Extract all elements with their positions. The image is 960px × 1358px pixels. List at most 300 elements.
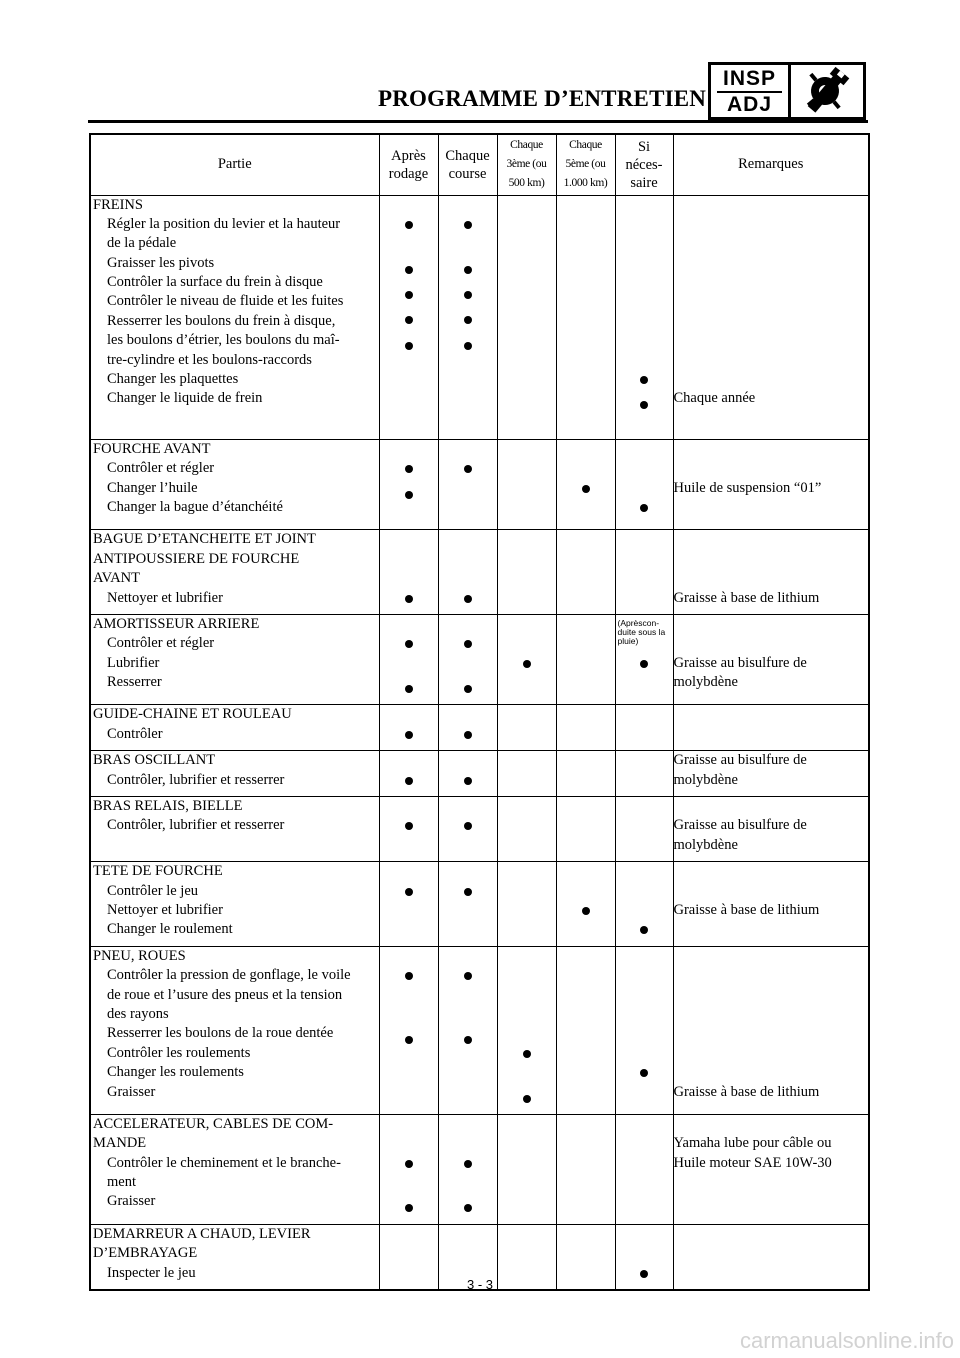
- interval-line: [380, 992, 438, 1011]
- interval-line: [380, 1075, 438, 1094]
- interval-line: [439, 640, 497, 659]
- interval-line: [616, 530, 673, 549]
- check-dot-icon: [464, 465, 472, 473]
- interval-line: [557, 389, 615, 408]
- remark-line: [674, 254, 869, 273]
- interval-line: [498, 440, 556, 459]
- remark-line: [674, 530, 869, 549]
- section-row: [90, 1114, 869, 1224]
- interval-cell: [556, 195, 615, 439]
- interval-line: [616, 1134, 673, 1153]
- interval-line: [380, 862, 438, 881]
- interval-line: [380, 1115, 438, 1134]
- section-row: [90, 751, 869, 797]
- interval-line: [557, 530, 615, 549]
- interval-cell: [379, 530, 438, 615]
- remark-line: [674, 986, 869, 1005]
- interval-line: [380, 1134, 438, 1153]
- interval-line: [616, 292, 673, 311]
- interval-line: [380, 440, 438, 459]
- interval-line: [616, 589, 673, 608]
- interval-line: [380, 842, 438, 861]
- interval-line: [439, 1160, 497, 1179]
- interval-cell: [438, 946, 497, 1114]
- interval-line: [380, 1204, 438, 1223]
- task-label: Changer la bague d’étanchéité: [107, 498, 283, 515]
- interval-cell: [556, 862, 615, 947]
- interval-line: [498, 196, 556, 215]
- remark-line: [674, 862, 869, 881]
- task-label: ment: [107, 1174, 136, 1191]
- interval-line: [557, 654, 615, 673]
- interval-line: [557, 1244, 615, 1263]
- check-dot-icon: [405, 342, 413, 350]
- interval-line: [380, 1011, 438, 1030]
- interval-line: [616, 504, 673, 523]
- interval-line: [557, 797, 615, 816]
- interval-line: [498, 459, 556, 478]
- interval-line: [557, 589, 615, 608]
- header-chaque-3eme: [497, 134, 556, 195]
- task-label: Contrôler: [107, 725, 163, 742]
- remark-line: [674, 215, 869, 234]
- remarks-cell: [673, 195, 869, 439]
- remark-line: [674, 459, 869, 478]
- check-dot-icon: [405, 888, 413, 896]
- check-dot-icon: [523, 1095, 531, 1103]
- remark-line: [674, 312, 869, 331]
- check-dot-icon: [464, 1036, 472, 1044]
- remark-line: [674, 234, 869, 253]
- task-label: Changer le liquide de frein: [107, 390, 263, 407]
- interval-cell: [615, 614, 673, 705]
- interval-line: [439, 615, 497, 634]
- wrench-gear-icon: [791, 65, 863, 117]
- interval-cell: [615, 195, 673, 439]
- header-apres-rodage: [379, 134, 438, 195]
- interval-cell: [556, 614, 615, 705]
- header-c5-l3: 1.000 km): [563, 177, 608, 190]
- task-label: Contrôler le jeu: [107, 882, 199, 899]
- task-label: de roue et l’usure des pneus et la tension: [107, 986, 343, 1003]
- remark-line: [674, 351, 869, 370]
- check-dot-icon: [640, 504, 648, 512]
- task-label: Contrôler et régler: [107, 635, 215, 652]
- interval-cell: [497, 797, 556, 862]
- check-dot-icon: [464, 221, 472, 229]
- check-dot-icon: [640, 660, 648, 668]
- interval-line: [616, 634, 673, 653]
- interval-line: [439, 731, 497, 750]
- interval-line: [557, 751, 615, 770]
- interval-line: [380, 888, 438, 907]
- task-label: Changer l’huile: [107, 479, 198, 496]
- interval-line: [498, 836, 556, 855]
- check-dot-icon: [405, 1036, 413, 1044]
- check-dot-icon: [464, 316, 472, 324]
- interval-line: [498, 389, 556, 408]
- remark-line: [674, 1044, 869, 1063]
- interval-line: [498, 615, 556, 634]
- check-dot-icon: [582, 485, 590, 493]
- task-label: Nettoyer et lubrifier: [107, 902, 223, 918]
- check-dot-icon: [464, 1160, 472, 1168]
- interval-line: [380, 777, 438, 796]
- interval-line: [616, 771, 673, 790]
- remarks-cell: [673, 946, 869, 1114]
- interval-line: [557, 862, 615, 881]
- interval-cell: [379, 797, 438, 862]
- interval-line: [439, 705, 497, 724]
- remark-text: molybdène: [673, 674, 738, 691]
- header-partie: Partie: [90, 134, 379, 195]
- interval-cell: [379, 614, 438, 705]
- section-heading: TETE DE FOURCHE: [93, 863, 223, 880]
- interval-line: [439, 440, 497, 459]
- interval-line: [439, 862, 497, 881]
- interval-note: (Aprèscon-duite sous la pluie): [617, 617, 666, 646]
- title-underline: [88, 120, 868, 123]
- interval-line: [439, 1011, 497, 1030]
- interval-line: [498, 1069, 556, 1088]
- check-dot-icon: [464, 640, 472, 648]
- task-label: Contrôler, lubrifier et resserrer: [107, 817, 285, 834]
- remark-line: [674, 797, 869, 816]
- interval-cell: [379, 751, 438, 797]
- section-heading: BRAS OSCILLANT: [93, 752, 216, 769]
- remark-line: [674, 615, 869, 634]
- interval-line: [380, 685, 438, 704]
- page-number: 3 - 3: [466, 1277, 493, 1292]
- interval-line: [498, 312, 556, 331]
- interval-line: [498, 1050, 556, 1069]
- interval-line: [439, 504, 497, 523]
- check-dot-icon: [405, 731, 413, 739]
- remark-line: [674, 1192, 869, 1211]
- interval-cell: [556, 705, 615, 751]
- interval-line: [616, 196, 673, 215]
- interval-line: [498, 1005, 556, 1024]
- interval-line: [557, 485, 615, 504]
- interval-cell: [379, 946, 438, 1114]
- remark-text: molybdène: [673, 836, 738, 853]
- check-dot-icon: [640, 926, 648, 934]
- interval-line: [616, 479, 673, 498]
- interval-line: [616, 215, 673, 234]
- interval-line: [498, 1115, 556, 1134]
- section-heading: ANTIPOUSSIERE DE FOURCHE: [93, 550, 300, 567]
- interval-line: [616, 660, 673, 679]
- remark-text: molybdène: [673, 771, 738, 788]
- interval-line: [498, 589, 556, 608]
- remark-text: Graisse à base de lithium: [673, 902, 820, 918]
- remark-line: [674, 966, 869, 985]
- section-heading: DEMARREUR A CHAUD, LEVIER: [93, 1225, 311, 1242]
- interval-line: [498, 331, 556, 350]
- interval-line: [498, 920, 556, 939]
- interval-line: [557, 504, 615, 523]
- interval-line: [498, 569, 556, 588]
- interval-line: [439, 196, 497, 215]
- header-chaque-5eme: [556, 134, 615, 195]
- interval-line: [380, 266, 438, 285]
- interval-cell: [556, 946, 615, 1114]
- interval-line: [380, 705, 438, 724]
- interval-line: [498, 660, 556, 679]
- task-label: Régler la position du levier et la hauteur: [107, 215, 341, 232]
- interval-line: [557, 771, 615, 790]
- interval-line: [498, 1134, 556, 1153]
- interval-line: [498, 1225, 556, 1244]
- header-remarques: Remarques: [673, 134, 869, 195]
- section-row: [90, 946, 869, 1114]
- interval-line: [557, 1063, 615, 1082]
- interval-cell: [615, 862, 673, 947]
- remark-text: Graisse à base de lithium: [673, 589, 820, 606]
- interval-line: [439, 822, 497, 841]
- task-label: Contrôler la surface du frein à disque: [107, 274, 323, 291]
- check-dot-icon: [582, 907, 590, 915]
- check-dot-icon: [405, 685, 413, 693]
- interval-line: [498, 215, 556, 234]
- interval-line: [380, 1095, 438, 1114]
- interval-line: [557, 615, 615, 634]
- interval-line: [439, 316, 497, 335]
- interval-cell: [438, 705, 497, 751]
- interval-line: [557, 254, 615, 273]
- interval-line: [498, 550, 556, 569]
- interval-line: [439, 1204, 497, 1223]
- check-dot-icon: [405, 291, 413, 299]
- check-dot-icon: [405, 595, 413, 603]
- interval-cell: [379, 1114, 438, 1224]
- check-dot-icon: [464, 685, 472, 693]
- section-heading: AMORTISSEUR ARRIERE: [93, 615, 260, 632]
- interval-line: [557, 1173, 615, 1192]
- interval-line: [498, 751, 556, 770]
- interval-line: [498, 479, 556, 498]
- interval-line: [616, 1192, 673, 1211]
- interval-line: [616, 1069, 673, 1088]
- interval-line: [439, 1056, 497, 1075]
- interval-cell: [556, 1114, 615, 1224]
- interval-cell: [379, 439, 438, 530]
- header-apres-l2: rodage: [388, 165, 429, 182]
- interval-line: [439, 1115, 497, 1134]
- task-label: des rayons: [107, 1005, 169, 1022]
- section-row: [90, 705, 869, 751]
- task-label: Resserrer les boulons du frein à disque,: [107, 312, 336, 329]
- interval-line: [557, 725, 615, 744]
- task-label: Contrôler la pression de gonflage, le voile: [107, 967, 351, 984]
- check-dot-icon: [405, 972, 413, 980]
- badge-text-box: [711, 65, 791, 117]
- interval-line: [616, 569, 673, 588]
- interval-line: [498, 679, 556, 698]
- interval-line: [557, 273, 615, 292]
- interval-line: [380, 316, 438, 335]
- interval-line: [616, 1089, 673, 1108]
- interval-line: [498, 634, 556, 653]
- interval-line: [557, 331, 615, 350]
- interval-cell: [556, 439, 615, 530]
- interval-line: [557, 634, 615, 653]
- task-label: Contrôler le cheminement et le branche-: [107, 1154, 341, 1171]
- interval-cell: [497, 751, 556, 797]
- remark-line: [674, 1225, 869, 1244]
- task-label: Contrôler le niveau de fluide et les fuites: [107, 293, 344, 310]
- interval-line: [616, 254, 673, 273]
- interval-line: [380, 1244, 438, 1263]
- header-apres-l1: Après: [391, 147, 426, 164]
- interval-line: [498, 370, 556, 389]
- check-dot-icon: [405, 465, 413, 473]
- remark-text: Yamaha lube pour câble ou: [673, 1135, 832, 1152]
- interval-line: [380, 569, 438, 588]
- interval-line: [439, 361, 497, 380]
- interval-line: [616, 705, 673, 724]
- interval-line: [439, 1075, 497, 1094]
- check-dot-icon: [640, 1069, 648, 1077]
- interval-line: [616, 862, 673, 881]
- interval-line: [498, 1154, 556, 1173]
- remark-text: Graisse au bisulfure de: [673, 752, 807, 769]
- remark-line: [674, 292, 869, 311]
- task-label: Lubrifier: [107, 654, 160, 671]
- task-label: Resserrer les boulons de la roue dentée: [107, 1025, 334, 1042]
- interval-line: [439, 660, 497, 679]
- check-dot-icon: [464, 1204, 472, 1212]
- check-dot-icon: [464, 822, 472, 830]
- task-label: [91, 836, 379, 855]
- interval-line: [616, 882, 673, 901]
- interval-cell: [615, 439, 673, 530]
- interval-line: [557, 907, 615, 926]
- check-dot-icon: [405, 640, 413, 648]
- interval-line: [616, 1173, 673, 1192]
- interval-line: [498, 292, 556, 311]
- interval-line: [380, 491, 438, 510]
- interval-line: [498, 351, 556, 370]
- remark-line: [674, 569, 869, 588]
- interval-line: [439, 972, 497, 991]
- interval-line: [498, 816, 556, 835]
- interval-line: [557, 926, 615, 945]
- interval-cell: [615, 797, 673, 862]
- header-si-l3: saire: [630, 174, 658, 191]
- interval-line: [380, 361, 438, 380]
- interval-line: [616, 836, 673, 855]
- interval-line: [439, 1244, 497, 1263]
- remark-line: [674, 1115, 869, 1134]
- section-heading: BAGUE D’ETANCHEITE ET JOINT: [93, 531, 316, 548]
- check-dot-icon: [464, 777, 472, 785]
- interval-line: [439, 751, 497, 770]
- remark-line: [674, 550, 869, 569]
- check-dot-icon: [405, 266, 413, 274]
- interval-line: [380, 510, 438, 529]
- interval-line: [616, 1024, 673, 1043]
- remark-text: Chaque année: [673, 390, 756, 407]
- interval-cell: [497, 862, 556, 947]
- interval-line: [439, 485, 497, 504]
- interval-line: [498, 901, 556, 920]
- interval-line: [498, 705, 556, 724]
- interval-line: [498, 254, 556, 273]
- section-row: [90, 530, 869, 615]
- check-dot-icon: [405, 221, 413, 229]
- interval-line: [380, 926, 438, 945]
- section-row: [90, 614, 869, 705]
- section-part-cell: [90, 797, 379, 862]
- interval-cell: [615, 751, 673, 797]
- interval-line: [380, 221, 438, 240]
- interval-line: [557, 1083, 615, 1102]
- remarks-cell: [673, 751, 869, 797]
- interval-line: [380, 1056, 438, 1075]
- task-label: Graisser: [107, 1083, 156, 1100]
- interval-line: [439, 419, 497, 438]
- header-row: [90, 134, 869, 195]
- interval-line: [498, 797, 556, 816]
- interval-line: [380, 400, 438, 419]
- header-c3-l1: Chaque: [510, 139, 543, 152]
- interval-line: [557, 550, 615, 569]
- interval-cell: [497, 705, 556, 751]
- interval-line: [439, 797, 497, 816]
- interval-cell: [497, 1114, 556, 1224]
- interval-line: [616, 1005, 673, 1024]
- header-si-l2: néces-: [625, 156, 663, 173]
- header-c5-l2: 5ème (ou: [565, 158, 606, 171]
- interval-line: [439, 530, 497, 549]
- interval-line: [498, 947, 556, 966]
- interval-line: [380, 751, 438, 770]
- interval-line: [439, 221, 497, 240]
- remark-line: [674, 634, 869, 653]
- remark-line: [674, 882, 869, 901]
- section-row: [90, 862, 869, 947]
- interval-line: [380, 419, 438, 438]
- interval-cell: [556, 751, 615, 797]
- task-label: Changer le roulement: [107, 921, 233, 938]
- page-title: PROGRAMME D’ENTRETIEN: [378, 86, 707, 111]
- interval-cell: [556, 797, 615, 862]
- interval-line: [616, 966, 673, 985]
- interval-line: [616, 1044, 673, 1063]
- interval-line: [616, 312, 673, 331]
- interval-line: [616, 550, 673, 569]
- interval-line: [439, 381, 497, 400]
- interval-line: [439, 291, 497, 310]
- interval-line: [557, 215, 615, 234]
- badge-insp-label: INSP: [722, 67, 776, 90]
- interval-line: [380, 1179, 438, 1198]
- interval-line: [498, 882, 556, 901]
- check-dot-icon: [464, 731, 472, 739]
- section-part-cell: [90, 1114, 379, 1224]
- remark-line: [674, 440, 869, 459]
- remark-line: [674, 1063, 869, 1082]
- interval-line: [498, 725, 556, 744]
- interval-line: [557, 569, 615, 588]
- interval-cell: [438, 439, 497, 530]
- task-label: Contrôler et régler: [107, 460, 215, 477]
- interval-line: [557, 947, 615, 966]
- remark-line: [674, 705, 869, 724]
- interval-line: [616, 1244, 673, 1263]
- remark-line: [674, 947, 869, 966]
